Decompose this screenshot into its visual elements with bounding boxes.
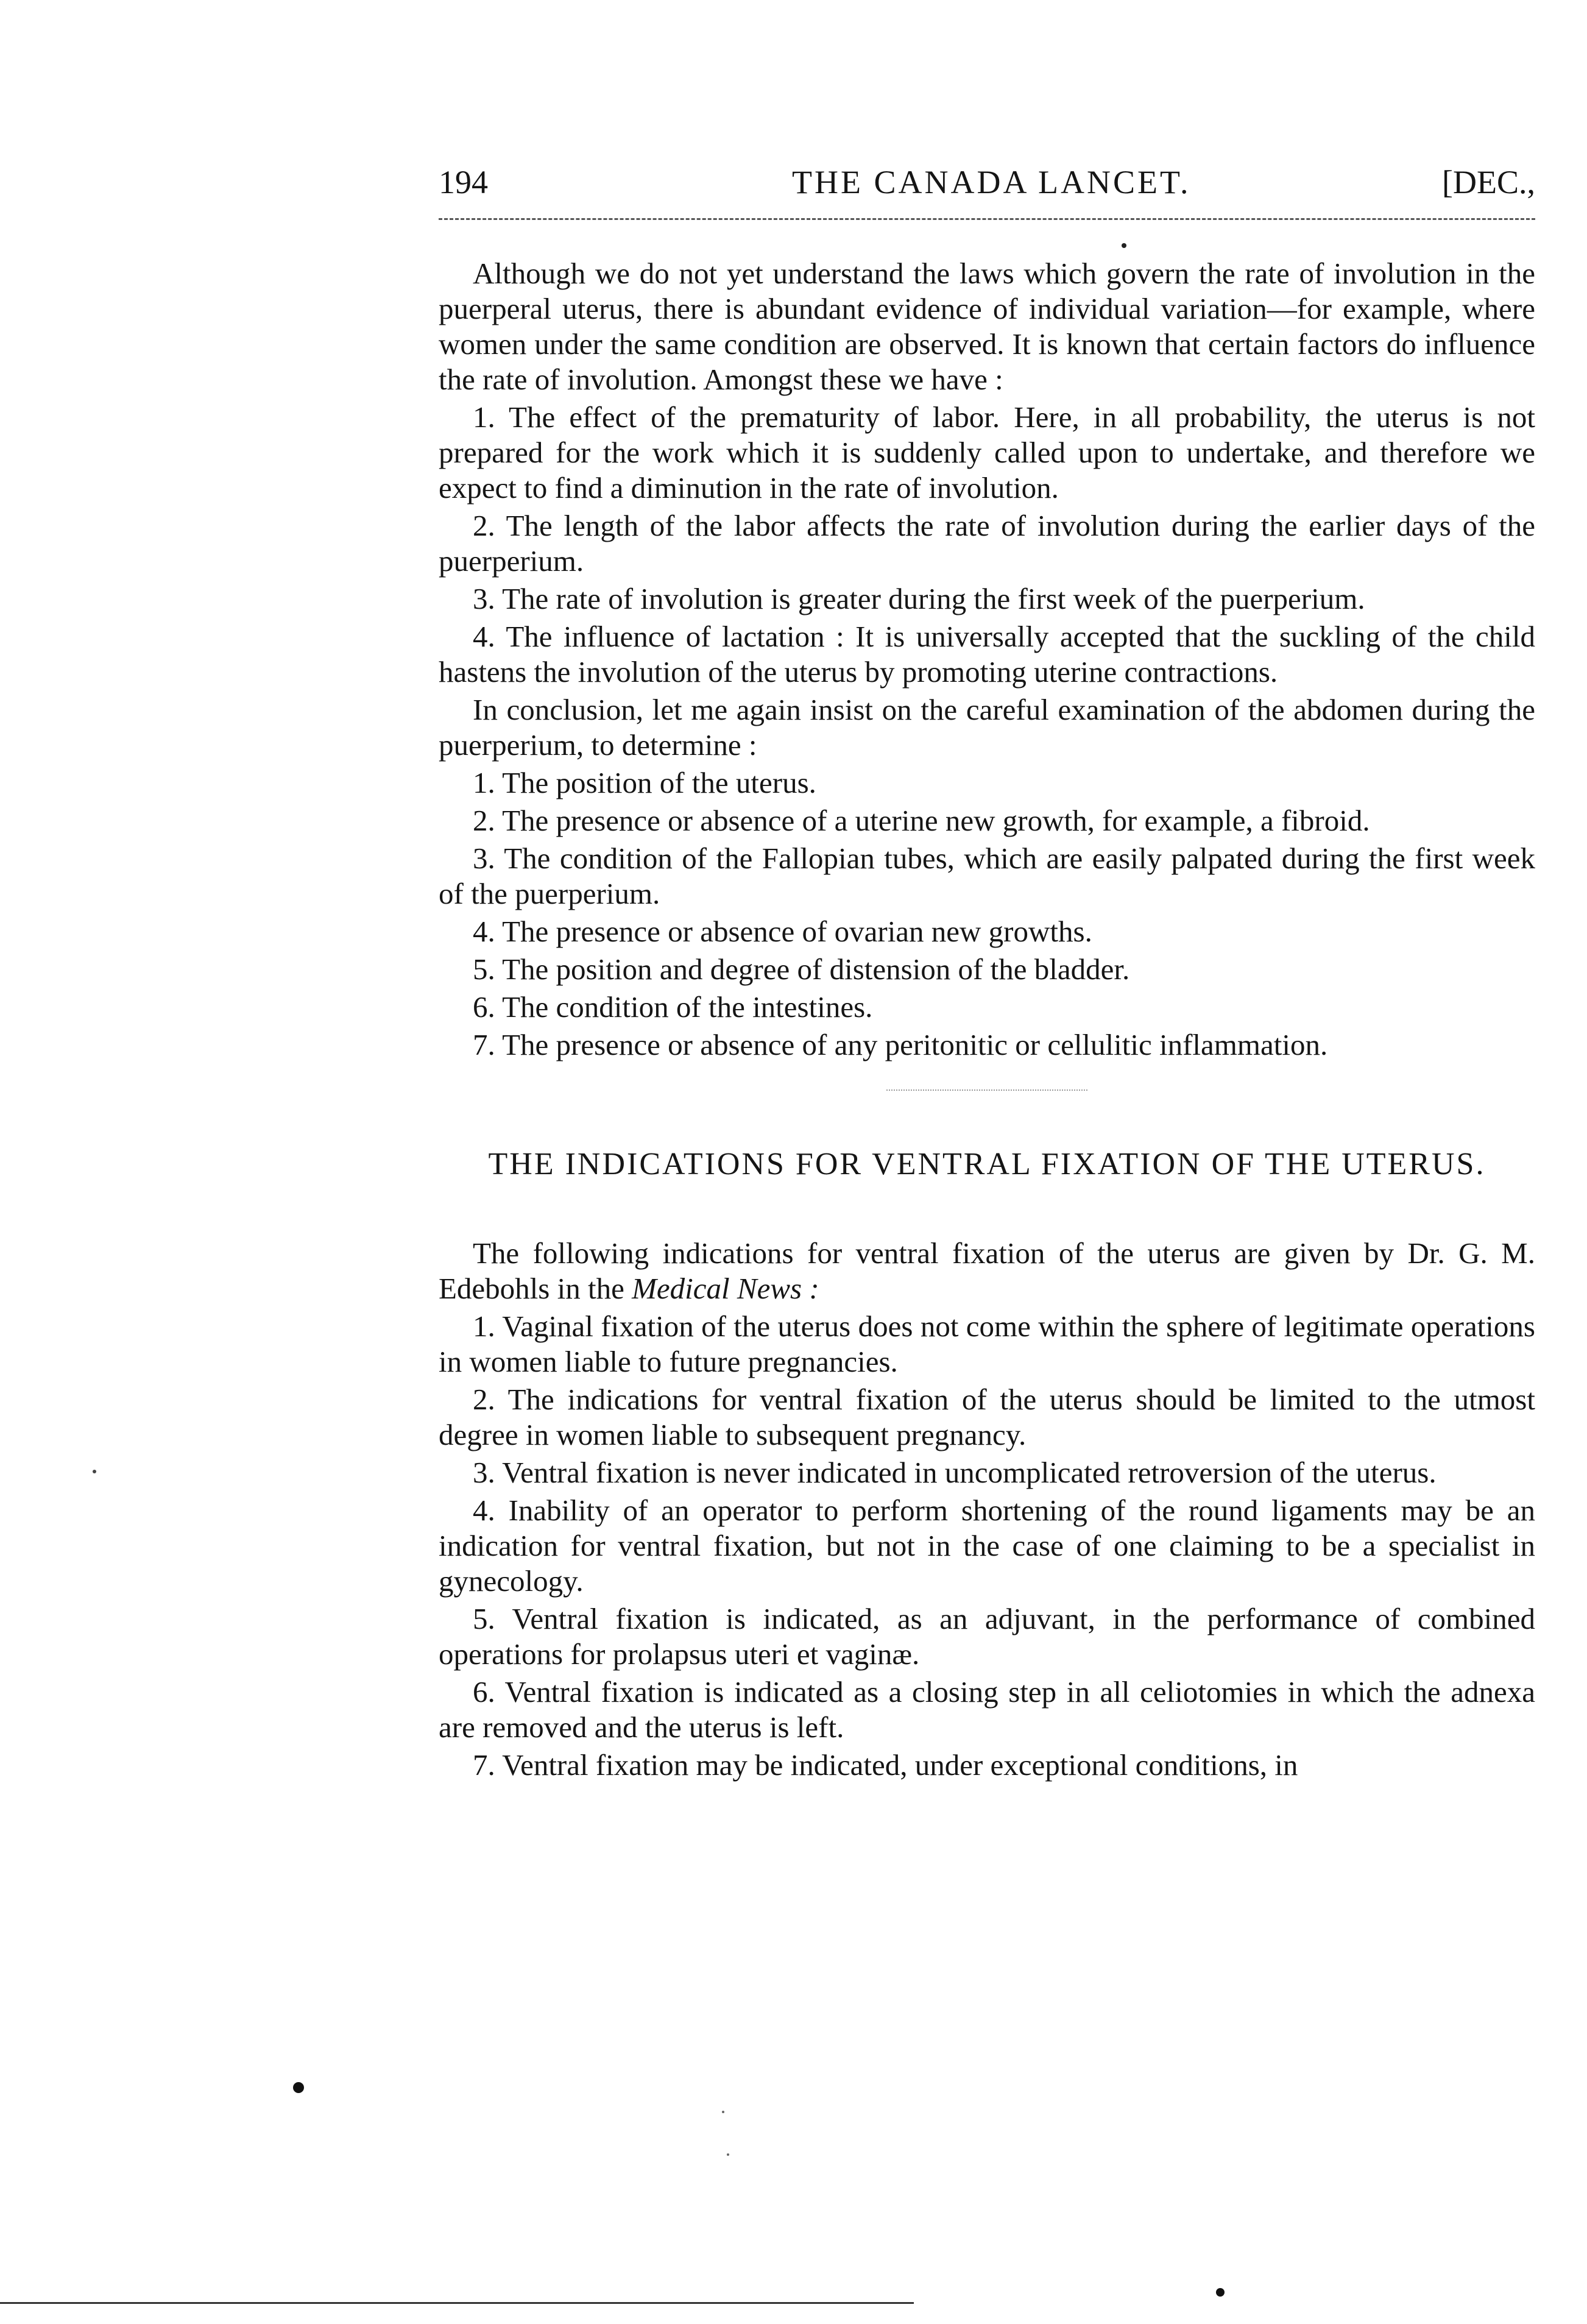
ink-speck xyxy=(93,1470,96,1473)
intro-text: The following indications for ventral fixation of the uterus are given by Dr. G. M. Edebohls in the xyxy=(439,1236,1535,1305)
list-item: 6. Ventral fixation is indicated as a closing step in all celiotomies in which the adnexa are removed and the uterus is left. xyxy=(439,1675,1535,1744)
list-item: 3. The condition of the Fallopian tubes, which are easily palpated during the first week of the puerperium. xyxy=(439,841,1535,910)
paragraph: 2. The length of the labor affects the rate of involution during the earlier days of the puerperium. xyxy=(439,509,1535,578)
list-item: 2. The presence or absence of a uterine new growth, for example, a fibroid. xyxy=(473,804,1370,837)
paragraph: 4. The influence of lactation : It is universally accepted that the suckling of the child hastens the involution of the uterus by promoting uterine contractions. xyxy=(439,620,1535,689)
list-item: 6. The condition of the intestines. xyxy=(473,990,873,1024)
paragraph: In conclusion, let me again insist on the careful examination of the abdomen during the puerperium, to determine : xyxy=(439,693,1535,762)
journal-title: THE CANADA LANCET. xyxy=(792,164,1191,200)
list-item: 5. Ventral fixation is indicated, as an adjuvant, in the performance of combined operations for prolapsus uteri et vaginæ. xyxy=(439,1602,1535,1671)
scan-edge-rule xyxy=(0,2302,914,2304)
list-item: 1. Vaginal fixation of the uterus does not come within the sphere of legitimate operations in women liable to future pregnancies. xyxy=(439,1309,1535,1378)
ink-speck xyxy=(293,2082,304,2093)
issue-label: [DEC., xyxy=(1442,164,1535,200)
paragraph: Although we do not yet understand the laws which govern the rate of involution in the puerperal uterus, there is abundant evidence of individual variation—for example, where women under the same condition are observed. It is known that certain factors do influence the rate of involution. Amongst these we have : xyxy=(439,257,1535,396)
list-item: 7. The presence or absence of any peritonitic or cellulitic inflammation. xyxy=(473,1028,1328,1061)
list-item: 4. The presence or absence of ovarian new growths. xyxy=(473,915,1092,948)
ink-speck xyxy=(1216,2288,1225,2297)
list-item: 7. Ventral fixation may be indicated, under exceptional conditions, in xyxy=(473,1748,1298,1782)
ink-speck xyxy=(1122,243,1126,248)
page-number: 194 xyxy=(439,164,488,200)
paragraph: 1. The effect of the prematurity of labor. Here, in all probability, the uterus is not prepared for the work which it is suddenly called upon to undertake, and therefore we expect to find a diminution in the rate of involution. xyxy=(439,400,1535,505)
list-item: 2. The indications for ventral fixation of the uterus should be limited to the utmost degree in women liable to subsequent pregnancy. xyxy=(439,1383,1535,1451)
section-heading: THE INDICATIONS FOR VENTRAL FIXATION OF THE UTERUS. xyxy=(488,1147,1486,1181)
paragraph: 3. The rate of involution is greater during the first week of the puerperium. xyxy=(473,582,1365,615)
ink-speck xyxy=(722,2111,724,2113)
list-item: 4. Inability of an operator to perform shortening of the round ligaments may be an indication for ventral fixation, but not in the case of one claiming to be a specialist in gynecology. xyxy=(439,1493,1535,1598)
source-citation: Medical News : xyxy=(632,1272,819,1305)
list-item: 3. Ventral fixation is never indicated in uncomplicated retroversion of the uterus. xyxy=(473,1456,1437,1489)
ink-speck xyxy=(727,2153,729,2156)
list-item: 5. The position and degree of distension of the bladder. xyxy=(473,952,1130,986)
list-item: 1. The position of the uterus. xyxy=(473,766,816,799)
